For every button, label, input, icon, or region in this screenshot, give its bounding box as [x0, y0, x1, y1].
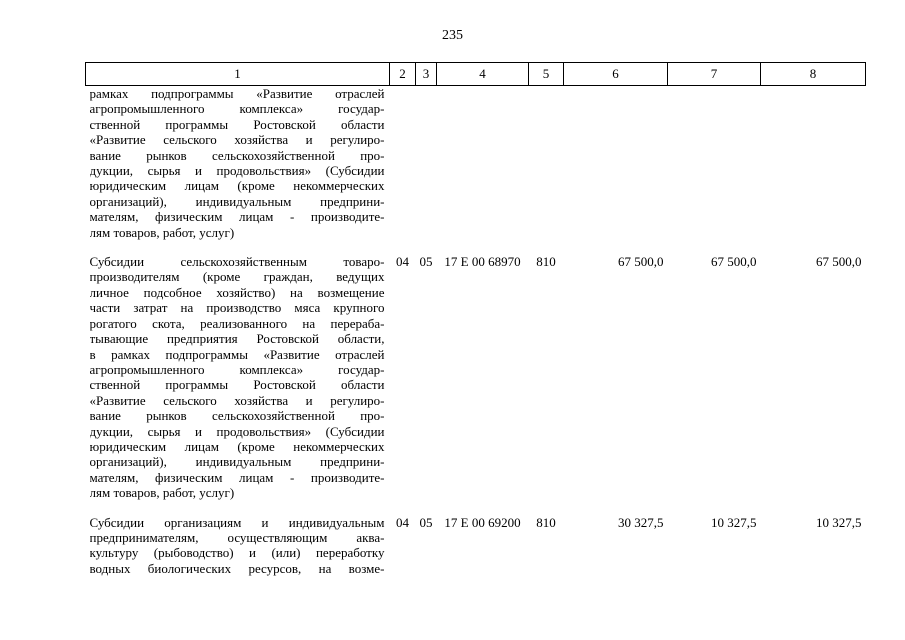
page-number: 235	[442, 28, 463, 43]
header-col-1: 1	[86, 63, 390, 86]
row-amount-col7: 10 327,5	[711, 514, 757, 530]
desc-line: культуру (рыбоводство) и (или) переработку	[89, 545, 385, 561]
row-target-article: 17 Е 00 68970	[444, 254, 521, 270]
header-col-4: 4	[437, 63, 529, 86]
row-description	[86, 254, 390, 501]
row-description	[86, 515, 390, 577]
row-subsection-code	[416, 86, 437, 241]
desc-line: дукции, сырья и продовольствия» (Субсидии	[89, 423, 385, 439]
desc-line: Субсидии организациям и индивидуальным	[89, 514, 385, 530]
desc-line: «Развитие сельского хозяйства и регулиро-	[89, 392, 385, 408]
desc-line: части затрат на производство мяса крупного	[89, 300, 385, 316]
desc-line: агропромышленного комплекса» государ-	[89, 361, 385, 377]
table-header-row	[86, 63, 866, 86]
desc-line: «Развитие сельского хозяйства и регулиро-	[89, 132, 385, 148]
desc-line: в рамках подпрограммы «Развитие отраслей	[89, 346, 385, 362]
header-col-7: 7	[668, 63, 761, 86]
desc-line: агропромышленного комплекса» государ-	[89, 101, 385, 117]
desc-line: юридическим лицам (кроме некоммерческих	[89, 178, 385, 194]
row-expense-type: 810	[536, 254, 556, 270]
desc-line: предпринимателям, осуществляющим аква-	[89, 529, 385, 545]
row-amount-col8	[761, 86, 866, 241]
row-spacer	[86, 501, 866, 515]
row-amount-col7: 67 500,0	[711, 254, 757, 270]
desc-line: мателям, физическим лицам - производите-	[89, 209, 385, 225]
desc-line: юридическим лицам (кроме некоммерческих	[89, 438, 385, 454]
desc-line: рогатого скота, реализованного на перераба-	[89, 315, 385, 331]
table-row	[86, 515, 866, 577]
desc-line: дукции, сырья и продовольствия» (Субсидии	[89, 163, 385, 179]
desc-line: ственной программы Ростовской области	[89, 377, 385, 393]
desc-line: Субсидии сельскохозяйственным товаро-	[89, 254, 385, 270]
table-row	[86, 86, 866, 241]
header-col-6: 6	[564, 63, 668, 86]
header-col-2: 2	[390, 63, 416, 86]
desc-line: вание рынков сельскохозяйственной про-	[89, 408, 385, 424]
row-section-code: 04	[396, 254, 409, 270]
header-col-8: 8	[761, 63, 866, 86]
desc-line: личное подсобное хозяйство) на возмещение	[89, 284, 385, 300]
row-subsection-code: 05	[419, 514, 433, 530]
row-section-code	[390, 86, 416, 241]
row-target-article	[437, 86, 529, 241]
desc-line: мателям, физическим лицам - производите-	[89, 469, 385, 485]
row-section-code: 04	[396, 514, 409, 530]
desc-line: водных биологических ресурсов, на возме-	[89, 560, 385, 576]
row-subsection-code: 05	[419, 254, 433, 270]
header-col-3: 3	[416, 63, 437, 86]
row-amount-col7	[668, 86, 761, 241]
desc-line: рамках подпрограммы «Развитие отраслей	[89, 86, 385, 101]
row-description	[86, 86, 390, 241]
row-expense-type: 810	[536, 514, 556, 530]
desc-line: организаций), индивидуальным предприни-	[89, 454, 385, 470]
table-row	[86, 254, 866, 501]
desc-line: организаций), индивидуальным предприни-	[89, 193, 385, 209]
budget-table	[85, 62, 866, 576]
row-amount-col8: 67 500,0	[816, 254, 862, 270]
row-expense-type	[529, 86, 564, 241]
row-amount-col6: 67 500,0	[618, 254, 664, 270]
desc-line: лям товаров, работ, услуг)	[89, 224, 235, 240]
row-spacer	[86, 240, 866, 254]
row-amount-col6	[564, 86, 668, 241]
desc-line: ственной программы Ростовской области	[89, 116, 385, 132]
header-col-5: 5	[529, 63, 564, 86]
desc-line: лям товаров, работ, услуг)	[89, 485, 235, 501]
row-amount-col8: 10 327,5	[816, 514, 862, 530]
desc-line: тывающие предприятия Ростовской области,	[89, 331, 385, 347]
row-target-article: 17 Е 00 69200	[444, 514, 521, 530]
row-amount-col6: 30 327,5	[618, 514, 664, 530]
desc-line: производителям (кроме граждан, ведущих	[89, 269, 385, 285]
desc-line: вание рынков сельскохозяйственной про-	[89, 147, 385, 163]
